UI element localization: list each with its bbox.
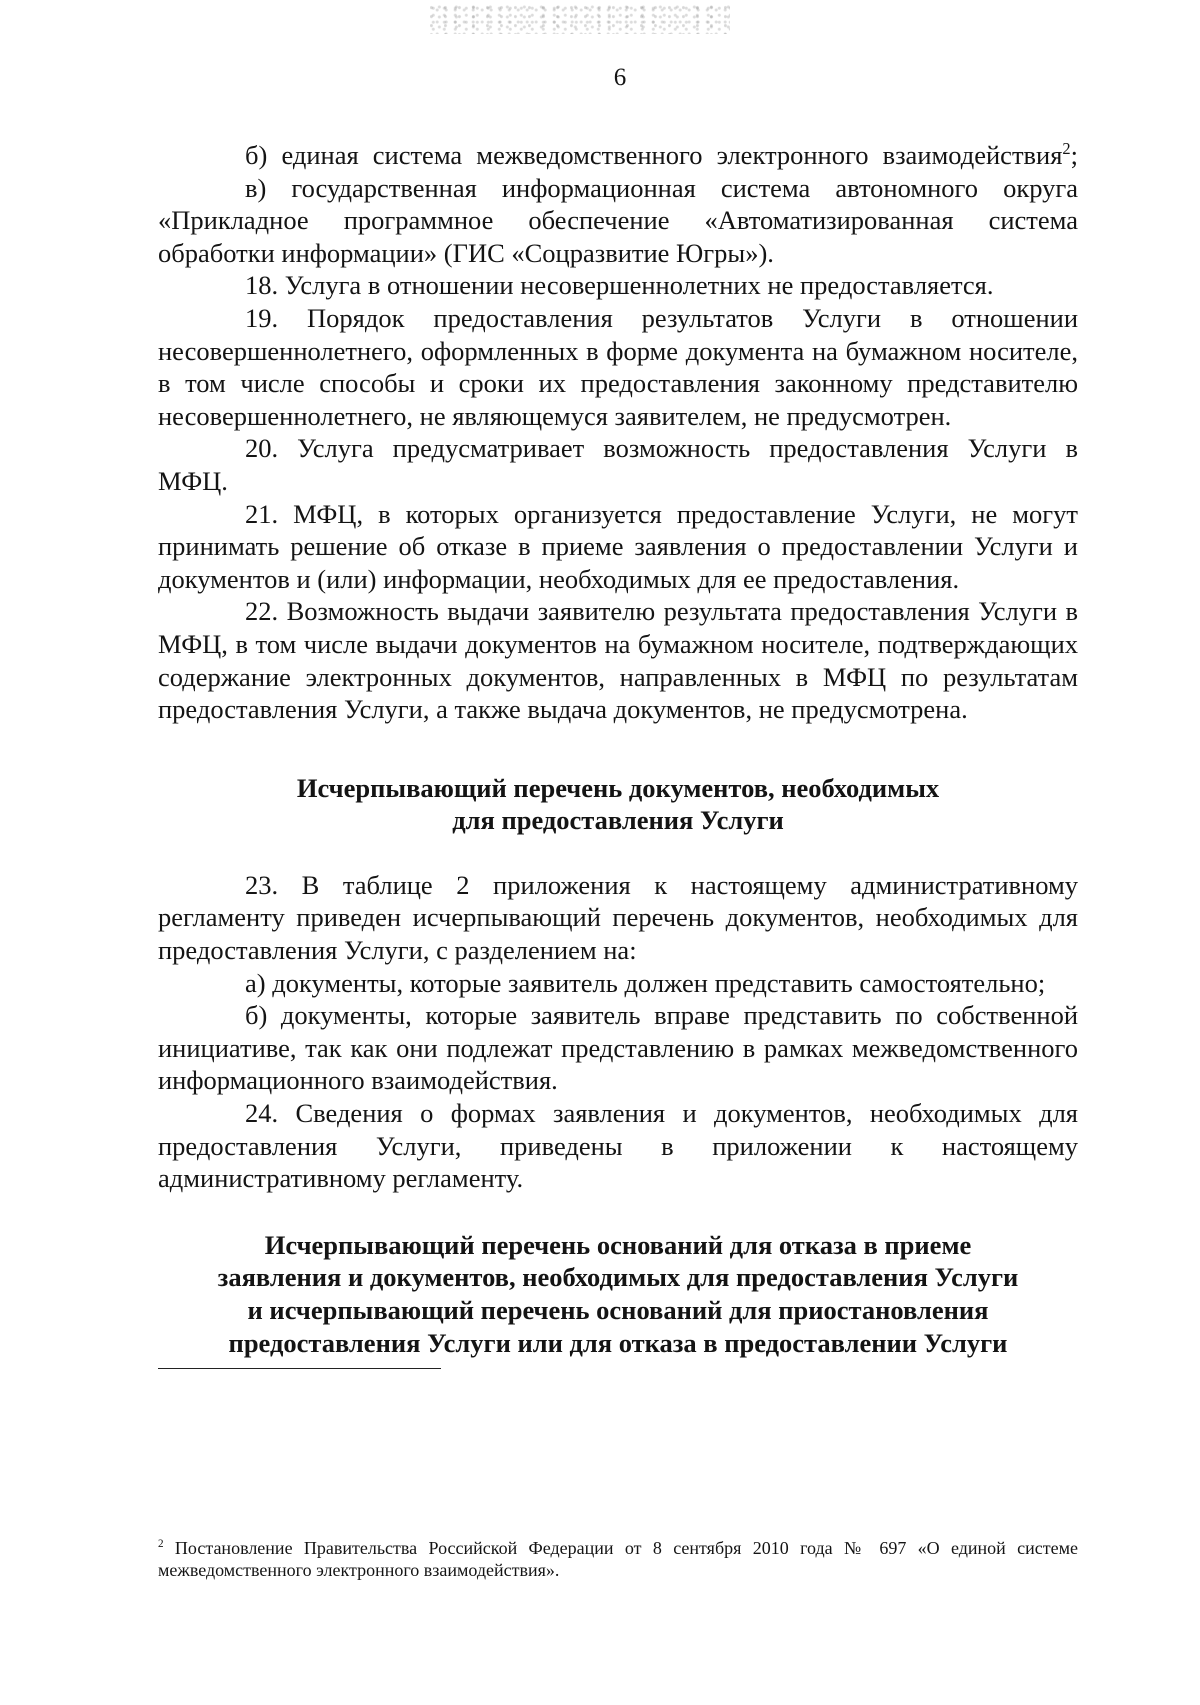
scan-artifact <box>430 4 730 34</box>
footnote-divider <box>158 1368 441 1369</box>
section-heading-documents: Исчерпывающий перечень документов, необходимых для предоставления Услуги <box>296 772 940 836</box>
footnote <box>158 1537 1078 1581</box>
paragraph-18: 18. Услуга в отношении несовершеннолетних не предоставляется. <box>245 270 994 301</box>
paragraph-22: 22. Возможность выдачи заявителю результата предоставления Услуги в МФЦ, в том числе выдачи документов на бумажном носителе, подтверждающих содержание электронных документов, направленных в МФЦ по результатам предоставления Услуги, а также выдача документов, не предусмотрена. <box>158 596 1078 725</box>
footnote-text: Постановление Правительства Российской Федерации от 8 сентября 2010 года № 697 «О единой системе межведомственного электронного взаимодействия». <box>158 1538 1078 1580</box>
page-number: 6 <box>613 64 627 91</box>
paragraph-23b: б) документы, которые заявитель вправе представить по собственной инициативе, так как они подлежат представлению в рамках межведомственного информационного взаимодействия. <box>158 1000 1078 1096</box>
paragraph-17v: в) государственная информационная система автономного округа «Прикладное программное обеспечение «Автоматизированная система обработки информации» (ГИС «Соцразвитие Югры»). <box>158 172 1078 268</box>
footnote-marker: 2 <box>158 1538 164 1550</box>
footnote-ref: 2 <box>1062 139 1071 159</box>
paragraph-17b: б) единая система межведомственного электронного взаимодействия$^2$; <box>245 139 1078 170</box>
paragraph-21: 21. МФЦ, в которых организуется предоставление Услуги, не могут принимать решение об отказе в приеме заявления о предоставлении Услуги и документов и (или) информации, необходимых для ее предоставления. <box>158 498 1078 594</box>
section-heading-refusal-grounds: Исчерпывающий перечень оснований для отказа в приеме заявления и документов, необходимых для предоставления Услуги и исчерпывающий перечень оснований для приостановления предоставления Услуги или для отказа в предоставлении Услуги <box>217 1229 1019 1358</box>
paragraph-23: 23. В таблице 2 приложения к настоящему административному регламенту приведен исчерпывающий перечень документов, необходимых для предоставления Услуги, с разделением на: <box>158 869 1079 966</box>
paragraph-24: 24. Сведения о формах заявления и документов, необходимых для предоставления Услуги, приведены в приложении к настоящему административному регламенту. <box>158 1098 1078 1194</box>
document-body <box>158 139 1078 1359</box>
paragraph-23a: а) документы, которые заявитель должен представить самостоятельно; <box>245 967 1046 998</box>
paragraph-19: 19. Порядок предоставления результатов Услуги в отношении несовершеннолетнего, оформленных в форме документа на бумажном носителе, в том числе способы и сроки их предоставления законному представителю несовершеннолетнего, не являющемуся заявителем, не предусмотрен. <box>158 302 1079 431</box>
paragraph-20: 20. Услуга предусматривает возможность предоставления Услуги в МФЦ. <box>158 433 1079 496</box>
